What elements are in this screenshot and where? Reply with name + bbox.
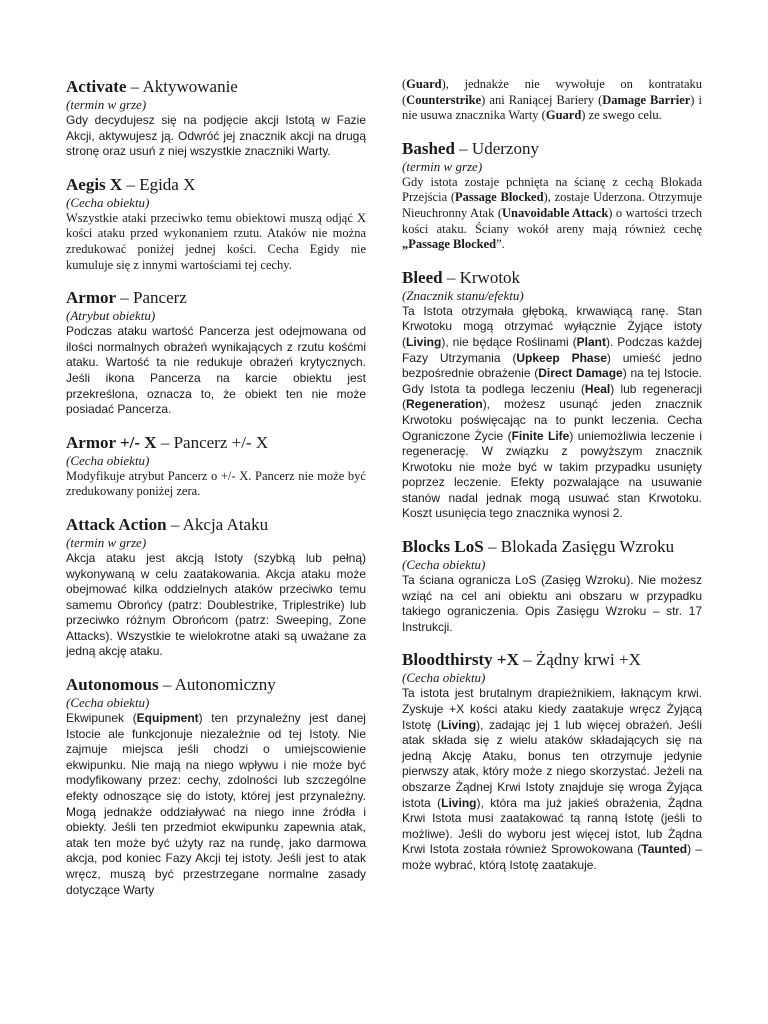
keyword: Equipment — [136, 711, 199, 726]
keyword: Passage Blocked — [455, 190, 544, 205]
entry-title: Bleed – Krwotok — [402, 267, 521, 287]
text-run: Ta Istota otrzymała głęboką, krwawiącą ranę. Stan Krwotoku mogą otrzymać wyłącznie Żyjące istoty ( — [402, 303, 702, 349]
glossary-entry-blocks-los — [402, 536, 702, 635]
entry-category: (Cecha obiektu) — [66, 194, 150, 210]
text-run: ), nie będące Roślinami ( — [441, 334, 577, 349]
entry-translation: Blokada Zasięgu Wzroku — [500, 537, 675, 557]
text-run: ) i nie usuwa znacznika Warty ( — [402, 92, 702, 123]
glossary-entry-continuation — [402, 77, 702, 124]
entry-translation: Autonomiczny — [174, 675, 276, 695]
keyword: Direct Damage — [538, 366, 623, 381]
entry-term: Activate — [66, 77, 127, 96]
glossary-entry-activate — [66, 76, 366, 160]
entry-text — [402, 175, 702, 253]
glossary-entry-bloodthirsty — [402, 649, 702, 873]
entry-translation: Akcja Ataku — [182, 514, 269, 534]
entry-term: Autonomous — [66, 675, 159, 695]
text-run: ) – może wybrać, którą Istotę zaatakuje. — [402, 842, 702, 872]
entry-title: Bloodthirsty +X – Żądny krwi +X — [402, 650, 641, 670]
entry-text — [402, 304, 702, 522]
keyword: Plant — [576, 334, 606, 349]
keyword: Taunted — [641, 842, 688, 857]
entry-category: (Cecha obiektu) — [402, 557, 486, 573]
text-run: Gdy istota zostaje pchnięta na ścianę z cechą Blokada Przejścia ( — [402, 174, 702, 205]
text-run: ”. — [496, 237, 505, 252]
keyword: Living — [440, 717, 477, 732]
text-run: ) lub regeneracji ( — [402, 381, 702, 412]
entry-text: Gdy decydujesz się na podjęcie akcji Istotą w Fazie Akcji, aktywujesz ją. Odwróć jej znacznik akcji na drugą stronę oraz usuń z niej wszystkie znaczniki Warty. — [66, 113, 366, 159]
text-run: Ta istota jest brutalnym drapieżnikiem, łaknącym krwi. Zyskuje +X kości ataku kiedy zaatakuje wręcz Żyjącą Istotę ( — [402, 686, 702, 732]
text-run: ), zostaje Uderzona. Otrzymuje Nieuchronny Atak ( — [402, 190, 702, 220]
entry-term: Armor — [66, 288, 117, 308]
entry-category: (Atrybut obiektu) — [66, 308, 156, 324]
text-run: ) ten przynależny jest danej Istocie ale funkcjonuje niezależnie od tej Istoty. Nie zajmuje miejsca jeśli chodzi o umiejscowienie ekwipunku. Nie mają na niego wpływu i nie może być modyfikowany przez: cechy, zdolności lub szczególne efekty odnoszące się do istoty, której jest przynależny. Mogą jednakże oddziaływać na niego inne źródła i obiekty. Jeśli ten przedmiot ekwipunku zapewnia atak, atak ten może być użyty raz na rundę, jako darmowa akcja, pod koniec Fazy Akcji tej istoty. Jeśli jest to atak wręcz, muszą być przestrzegane normalne zasady dotyczące Warty — [66, 711, 366, 897]
text-run: ) na tej Istocie. Gdy Istota ta podlega leczeniu ( — [402, 366, 702, 396]
left-column — [66, 76, 366, 912]
entry-category: (termin w grze) — [66, 534, 147, 550]
text-run: ( — [402, 77, 407, 91]
entry-translation: Pancerz +/- X — [173, 432, 269, 452]
entry-title: Aegis X – Egida X — [66, 174, 196, 194]
keyword: Heal — [584, 381, 611, 396]
keyword: Living — [406, 334, 442, 349]
text-run: Ekwipunek ( — [66, 711, 137, 726]
entry-translation: Żądny krwi +X — [535, 650, 641, 670]
entry-translation: Krwotok — [459, 267, 521, 287]
text-run: ) umieść jedno bezpośrednie obrażenie ( — [402, 350, 702, 381]
glossary-entry-armor-x — [66, 432, 366, 500]
keyword: Regeneration — [406, 397, 483, 412]
entry-category: (Cecha obiektu) — [402, 670, 486, 686]
glossary-entry-armor — [66, 287, 366, 418]
entry-category: (Cecha obiektu) — [66, 695, 150, 711]
entry-text: Podczas ataku wartość Pancerza jest odejmowana od ilości normalnych obrażeń wynikających z rzutu kośćmi ataku. Wartość ta nie redukuje obrażeń krytycznych. Jeśli ikona Pancerza na karcie obiektu jest przekreślona, oznacza to, że obiekt ten nie może posiadać Pancerza. — [66, 324, 366, 417]
entry-translation: Aktywowanie — [142, 77, 238, 96]
entry-title: Armor – Pancerz — [66, 288, 187, 308]
entry-title: Attack Action – Akcja Ataku — [66, 514, 269, 534]
text-run: ) ani Raniącej Bariery ( — [481, 92, 603, 107]
entry-category: (Znacznik stanu/efektu) — [402, 287, 524, 303]
keyword: Guard — [545, 108, 582, 123]
glossary-entry-aegis — [66, 174, 366, 273]
entry-title: Bashed – Uderzony — [402, 138, 539, 158]
entry-text: Akcja ataku jest akcją Istoty (szybką lub pełną) wykonywaną w celu zaatakowania. Akcja ataku może obejmować kilka oddzielnych ataków przeciwko temu samemu Obrońcy (patrz: Doublestrike, Triplestrike) lub przeciwko różnym Obrońcom (patrz: Sweeping, Zone Attacks). Wszystkie te wielokrotne ataki są uważane za jedną akcję ataku. — [66, 550, 366, 659]
glossary-entry-attack-action — [66, 514, 366, 660]
keyword: Counterstrike — [406, 92, 482, 107]
entry-term: Attack Action — [66, 514, 167, 534]
text-run: ), jednakże nie wywołuje on kontrataku ( — [402, 77, 702, 107]
glossary-entry-autonomous — [66, 674, 366, 898]
keyword: Damage Barrier — [602, 92, 691, 107]
entry-title: Activate – Aktywowanie — [66, 77, 238, 96]
keyword: Guard — [406, 77, 442, 91]
entry-text — [402, 77, 702, 124]
keyword: „Passage Blocked — [402, 237, 497, 252]
entry-text — [402, 686, 702, 873]
entry-title: Autonomous – Autonomiczny — [66, 675, 276, 695]
text-run: ), która ma już jakieś obrażenia, Żądna Krwi Istota musi zaatakować tą ranną Istotę (jeśli to możliwe). Jeśli do wyboru jest więcej istot, lub Żądna Krwi Istota została również Sprowokowana ( — [402, 795, 702, 857]
entry-translation: Egida X — [139, 174, 196, 194]
entry-text — [66, 711, 366, 898]
entry-term: Aegis X — [66, 174, 123, 194]
entry-translation: Pancerz — [133, 288, 187, 308]
glossary-entry-bashed — [402, 138, 702, 253]
entry-text: Wszystkie ataki przeciwko temu obiektowi muszą odjąć X kości ataku przed wykonaniem rzutu. Ataków nie można zredukować poniżej jednej kości. Cecha Egidy nie kumuluje się z innymi wartościami tej cechy. — [66, 210, 366, 272]
text-run: ) ze swego celu. — [581, 108, 662, 123]
text-run: ), możesz usunąć jeden znacznik Krwotoku poświęcając na to punkt leczenia. Cecha Ograniczone Życie ( — [402, 397, 702, 443]
keyword: Finite Life — [511, 428, 570, 443]
entry-category: (termin w grze) — [402, 158, 483, 174]
entry-category: (termin w grze) — [66, 97, 147, 112]
entry-title: Blocks LoS – Blokada Zasięgu Wzroku — [402, 537, 675, 557]
right-column — [402, 77, 702, 888]
text-run: ). Podczas każdej Fazy Utrzymania ( — [402, 334, 702, 365]
keyword: Living — [441, 795, 477, 810]
entry-term: Bloodthirsty +X — [402, 650, 519, 670]
entry-title: Armor +/- X – Pancerz +/- X — [66, 432, 269, 452]
entry-term: Bleed — [402, 267, 443, 287]
entry-translation: Uderzony — [471, 138, 539, 158]
glossary-entry-bleed — [402, 267, 702, 522]
entry-category: (Cecha obiektu) — [66, 452, 150, 468]
keyword: Upkeep Phase — [516, 350, 607, 365]
entry-term: Armor +/- X — [66, 432, 157, 452]
entry-term: Blocks LoS — [402, 537, 484, 557]
text-run: ) o wartości trzech kości ataku. Ściany wokół areny mają również cechę — [402, 205, 703, 236]
entry-text: Modyfikuje atrybut Pancerz o +/- X. Pancerz nie może być zredukowany poniżej zera. — [66, 468, 366, 499]
entry-term: Bashed — [402, 138, 455, 158]
text-run: ), zadając jej 1 lub więcej obrażeń. Jeśli atak składa się z wielu ataków składających się na jedną Akcję Ataku, bonus ten otrzymuje jedynie pierwszy atak, który może z niego skorzystać. Jeżeli na obszarze Żądnej Krwi Istoty znajduje się wroga Żyjąca istota ( — [402, 717, 702, 810]
entry-text: Ta ściana ogranicza LoS (Zasięg Wzroku). Nie możesz wziąć na cel ani obiektu ani obszaru w przypadku takiego ograniczenia. Opis Zasięgu Wzroku – str. 17 Instrukcji. — [402, 573, 702, 634]
text-run: ) uniemożliwia leczenie i regenerację. W związku z powyższym znacznik Krwotoku nie może być w takim przypadku usunięty poprzez leczenie. Efekty pozwalające na usuwanie stanów nadal jednak mogą usuwać stan Krwotoku. Koszt usunięcia tego znacznika wynosi 2. — [402, 428, 702, 521]
keyword: Unavoidable Attack — [502, 205, 609, 220]
